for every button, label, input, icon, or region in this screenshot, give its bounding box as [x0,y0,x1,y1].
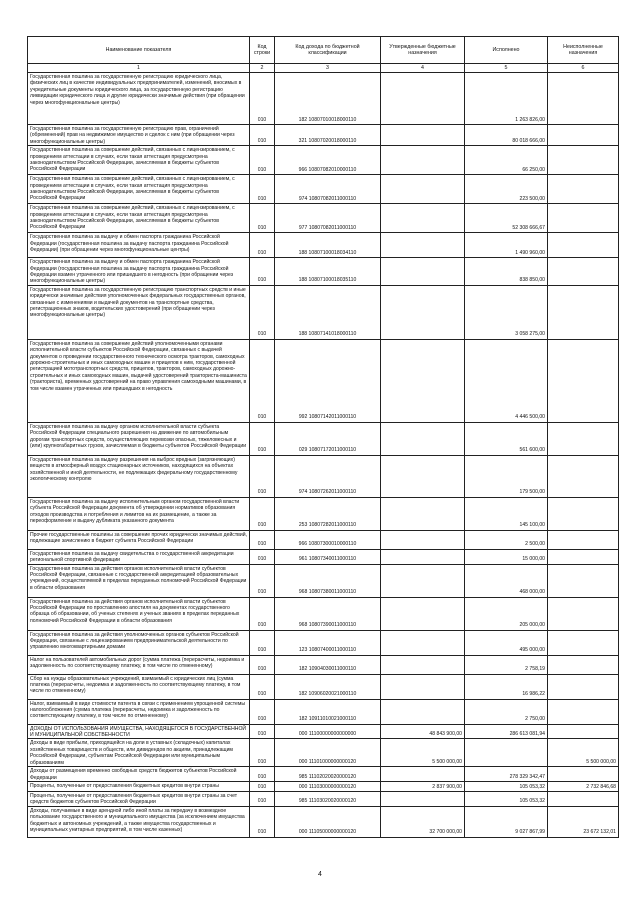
row-approved [381,146,465,175]
table-row [28,724,619,739]
row-executed: 3 058 275,00 [465,285,548,339]
table-row [28,125,619,146]
table-row [28,564,619,597]
table-row [28,674,619,699]
table-row [28,175,619,204]
row-approved [381,285,465,339]
row-executed: 9 027 867,99 [465,806,548,837]
table-row [28,767,619,782]
row-code: 961 10807340011000110 [275,549,381,564]
row-approved [381,530,465,549]
row-approved [381,699,465,724]
revenue-table [27,36,619,838]
row-executed: 2 500,00 [465,530,548,549]
row-line: 010 [250,258,275,286]
row-approved [381,455,465,497]
row-name: Государственная пошлина за совершение действий, связанных с лицензированием, с проведением аттестации в случаях, если такая аттестация предусмотрена законодательством Российской Федерации, зачисляемая в бюджеты субъектов Российской Федерации [28,146,250,175]
column-numbers-row [28,64,619,73]
row-line: 010 [250,564,275,597]
row-executed: 105 053,32 [465,781,548,791]
header-executed: Исполнено [465,37,548,64]
row-unexecuted: 23 672 132,01 [548,806,619,837]
row-unexecuted [548,549,619,564]
row-unexecuted [548,724,619,739]
table-row [28,655,619,674]
row-unexecuted [548,564,619,597]
table-row [28,73,619,125]
table-row [28,258,619,286]
row-unexecuted [548,655,619,674]
row-unexecuted [548,530,619,549]
row-name: Прочие государственные пошлины за совершение прочих юридически значимых действий, подлежащие зачислению в бюджет субъекта Российской Федерации [28,530,250,549]
row-line: 010 [250,791,275,806]
row-approved [381,564,465,597]
column-number: 5 [465,64,548,73]
row-approved [381,674,465,699]
row-name: Государственная пошлина за выдачу и обмен паспорта гражданина Российской Федерации (государственная пошлина за выдачу паспорта гражданина Российской Федерации) (при обращении через многофункциональные центры) [28,233,250,258]
row-name: Государственная пошлина за государственную регистрацию прав, ограничений (обременений) прав на недвижимое имущество и сделок с ним (при обращении через многофункциональные центры) [28,125,250,146]
row-executed: 1 263 826,00 [465,73,548,125]
row-unexecuted [548,699,619,724]
table-row [28,233,619,258]
row-name: Государственная пошлина за совершение действий уполномоченными органами исполнительной власти субъектов Российской Федерации, связанных с выдачей документов о проведении государственного технического осмотра тракторов, самоходных дорожно-строительных и иных самоходных машин и прицепов к ним, государственной регистрацией мототранспортных средств, прицепов, тракторов, самоходных дорожно-строительных и иных самоходных машин, выдачей удостоверений тракториста-машиниста (тракториста), временных удостоверений на право управления самоходными машинами, в том числе взамен утраченных или пришедших в негодность [28,339,250,422]
row-code: 968 10807390011000110 [275,597,381,630]
row-executed: 286 613 081,94 [465,724,548,739]
row-code: 977 10807082011000110 [275,204,381,233]
row-approved [381,549,465,564]
row-approved [381,175,465,204]
table-row [28,699,619,724]
table-row [28,781,619,791]
row-code: 000 11105000000000120 [275,806,381,837]
row-name: Государственная пошлина за государственную регистрацию юридического лица, физических лиц в качестве индивидуальных предпринимателей, изменений, вносимых в учредительные документы юридического лица, за государственную регистрацию ликвидации юридического лица и другие юридически значимые действия (при обращении через многофункциональные центры) [28,73,250,125]
row-executed: 80 018 666,00 [465,125,548,146]
row-approved: 2 837 900,00 [381,781,465,791]
row-line: 010 [250,204,275,233]
row-name: Государственная пошлина за действия органов исполнительной власти субъектов Российской Федерации, связанные с государственной аккредитацией образовательных учреждений, осуществляемой в пределах переданных полномочий Российской Федерации в области образования [28,564,250,597]
row-unexecuted [548,339,619,422]
row-executed: 105 053,32 [465,791,548,806]
row-approved [381,339,465,422]
row-executed: 838 850,00 [465,258,548,286]
table-row [28,497,619,530]
header-name: Наименование показателя [28,37,250,64]
row-unexecuted [548,630,619,655]
row-line: 010 [250,549,275,564]
row-name: Проценты, полученные от предоставления бюджетных кредитов внутри страны за счет средств бюджетов субъектов Российской Федерации [28,791,250,806]
row-approved [381,422,465,455]
row-executed: 2 758,19 [465,655,548,674]
row-approved [381,73,465,125]
row-executed [465,739,548,767]
row-executed: 16 986,22 [465,674,548,699]
row-name: Государственная пошлина за выдачу исполнительным органом государственной власти субъекта Российской Федерации документа об утверждении нормативов образования отходов производства и потребления и лимитов на их размещение, а также за переоформление и выдачу дубликата указанного документа [28,497,250,530]
column-number: 6 [548,64,619,73]
row-line: 010 [250,724,275,739]
row-line: 010 [250,674,275,699]
row-line: 010 [250,73,275,125]
row-line: 010 [250,597,275,630]
row-code: 985 11103020020000120 [275,791,381,806]
table-row [28,739,619,767]
row-unexecuted [548,674,619,699]
row-line: 010 [250,455,275,497]
row-line: 010 [250,781,275,791]
row-code: 974 10807082011000110 [275,175,381,204]
row-unexecuted [548,767,619,782]
column-number: 2 [250,64,275,73]
row-executed: 561 600,00 [465,422,548,455]
row-executed: 1 490 960,00 [465,233,548,258]
row-code: 182 10911010021000110 [275,699,381,724]
row-executed: 278 329 342,47 [465,767,548,782]
header-line: Код строки [250,37,275,64]
row-code: 966 10807300010000110 [275,530,381,549]
page-number: 4 [318,871,322,878]
table-row [28,630,619,655]
row-code: 974 10807262011000110 [275,455,381,497]
table-row [28,339,619,422]
row-name: Государственная пошлина за государственную регистрацию транспортных средств и иные юридически значимые действия уполномоченных федеральных государственных органов, связанные с изменениями и выдачей документов на транспортные средства, регистрационных знаков, водительских удостоверений (при обращении через многофункциональные центры) [28,285,250,339]
row-unexecuted [548,175,619,204]
table-row [28,285,619,339]
table-row [28,422,619,455]
row-unexecuted [548,497,619,530]
row-approved: 5 500 000,00 [381,739,465,767]
row-name: Налог, взимаемый в виде стоимости патента в связи с применением упрощенной системы налогообложения (сумма платежа (перерасчеты, недоимка и задолженность по соответствующему платежу, в том числе по отмененному) [28,699,250,724]
row-code: 966 10807082010000110 [275,146,381,175]
row-line: 010 [250,806,275,837]
row-executed: 15 000,00 [465,549,548,564]
row-code: 321 10807020018000110 [275,125,381,146]
row-code: 992 10807142011000110 [275,339,381,422]
row-line: 010 [250,422,275,455]
row-line: 010 [250,497,275,530]
row-executed: 66 250,00 [465,146,548,175]
row-line: 010 [250,175,275,204]
row-name: ДОХОДЫ ОТ ИСПОЛЬЗОВАНИЯ ИМУЩЕСТВА, НАХОДЯЩЕГОСЯ В ГОСУДАРСТВЕННОЙ И МУНИЦИПАЛЬНОЙ СОБСТВЕННОСТИ [28,724,250,739]
row-code: 188 10807141018000110 [275,285,381,339]
row-line: 010 [250,146,275,175]
row-unexecuted [548,791,619,806]
table-row [28,549,619,564]
row-name: Доходы в виде прибыли, приходящейся на доли в уставных (складочных) капиталах хозяйственных товариществ и обществ, или дивидендов по акциям, принадлежащим Российской Федерации, субъектам Российской Федерации или муниципальным образованиям [28,739,250,767]
row-code: 000 11103000000000120 [275,781,381,791]
row-unexecuted [548,285,619,339]
row-line: 010 [250,630,275,655]
row-code: 182 10906020021000110 [275,674,381,699]
row-approved [381,204,465,233]
row-code: 188 10807100018035110 [275,258,381,286]
row-name: Государственная пошлина за выдачу разрешения на выброс вредных (загрязняющих) веществ в атмосферный воздух стационарных источников, находящихся на объектах хозяйственной и иной деятельности, не подлежащих федеральному государственному экологическому контролю [28,455,250,497]
row-line: 010 [250,339,275,422]
row-code: 188 10807100018034110 [275,233,381,258]
row-line: 010 [250,125,275,146]
row-executed: 52 308 666,67 [465,204,548,233]
table-row [28,146,619,175]
row-unexecuted [548,422,619,455]
row-approved [381,497,465,530]
table-header [28,37,619,73]
row-name: Государственная пошлина за выдачу органом исполнительной власти субъекта Российской Федерации специального разрешения на движение по автомобильным дорогам транспортных средств, осуществляющих перевозки опасных, тяжеловесных и (или) крупногабаритных грузов, зачисляемая в бюджеты субъектов Российской Федерации [28,422,250,455]
row-unexecuted [548,258,619,286]
row-unexecuted: 5 500 000,00 [548,739,619,767]
row-name: Государственная пошлина за действия органов исполнительной власти субъектов Российской Федерации по проставлению апостиля на документах государственного образца об образовании, об ученых степенях и ученых званиях в пределах переданных полномочий Российской Федерации в области образования [28,597,250,630]
row-name: Сбор на нужды образовательных учреждений, взимаемый с юридических лиц (сумма платежа (перерасчеты, недоимка и задолженность по соответствующему платежу, в том числе по отмененному) [28,674,250,699]
header-unexecuted: Неисполненные назначения [548,37,619,64]
row-approved [381,233,465,258]
row-name: Государственная пошлина за совершение действий, связанных с лицензированием, с проведением аттестации в случаях, если такая аттестация предусмотрена законодательством Российской Федерации, зачисляемая в бюджеты субъектов Российской Федерации [28,204,250,233]
table-row [28,806,619,837]
row-name: Государственная пошлина за выдачу и обмен паспорта гражданина Российской Федерации (государственная пошлина за выдачу паспорта гражданина Российской Федерации взамен утраченного или пришедшего в негодность (при обращении через многофункциональные центры) [28,258,250,286]
row-executed: 205 000,00 [465,597,548,630]
row-approved: 32 700 000,00 [381,806,465,837]
row-code: 123 10807400011000110 [275,630,381,655]
row-approved [381,655,465,674]
report-sheet [27,36,618,838]
row-unexecuted [548,73,619,125]
row-line: 010 [250,655,275,674]
row-approved [381,125,465,146]
row-name: Государственная пошлина за действия уполномоченных органов субъектов Российской Федерации, связанные с лицензированием предпринимательской деятельности по управлению многоквартирными домами [28,630,250,655]
row-code: 985 11102020020000120 [275,767,381,782]
row-code: 253 10807282011000110 [275,497,381,530]
row-unexecuted [548,455,619,497]
row-unexecuted [548,597,619,630]
row-approved [381,597,465,630]
table-row [28,791,619,806]
row-line: 010 [250,233,275,258]
row-unexecuted [548,204,619,233]
row-line: 010 [250,530,275,549]
column-number: 3 [275,64,381,73]
row-code: 182 10904030011000110 [275,655,381,674]
row-name: Налог на пользователей автомобильных дорог (сумма платежа (перерасчеты, недоимка и задолженность по соответствующему платежу, в том числе по отмененному) [28,655,250,674]
header-approved: Утвержденные бюджетные назначения [381,37,465,64]
row-unexecuted [548,233,619,258]
row-line: 010 [250,285,275,339]
row-name: Проценты, полученные от предоставления бюджетных кредитов внутри страны [28,781,250,791]
row-line: 010 [250,767,275,782]
row-code: 000 11101000000000120 [275,739,381,767]
table-body [28,73,619,838]
table-row [28,530,619,549]
row-executed: 4 446 500,00 [465,339,548,422]
row-approved [381,630,465,655]
row-approved: 48 843 900,00 [381,724,465,739]
row-name: Доходы, получаемые в виде арендной либо иной платы за передачу в возмездное пользование государственного и муниципального имущества (за исключением имущества бюджетных и автономных учреждений, а также имущества государственных и муниципальных унитарных предприятий, в том числе казенных) [28,806,250,837]
row-code: 029 10807172011000110 [275,422,381,455]
row-unexecuted [548,125,619,146]
column-number: 4 [381,64,465,73]
row-approved [381,791,465,806]
table-row [28,597,619,630]
row-unexecuted [548,146,619,175]
row-name: Государственная пошлина за выдачу свидетельства о государственной аккредитации региональной спортивной федерации [28,549,250,564]
table-row [28,455,619,497]
row-code: 182 10807010018000110 [275,73,381,125]
row-approved [381,258,465,286]
row-code: 000 11100000000000000 [275,724,381,739]
row-approved [381,767,465,782]
row-unexecuted: 2 732 846,68 [548,781,619,791]
column-number: 1 [28,64,250,73]
row-line: 010 [250,739,275,767]
row-name: Государственная пошлина за совершение действий, связанных с лицензированием, с проведением аттестации в случаях, если такая аттестация предусмотрена законодательством Российской Федерации, зачисляемая в бюджеты субъектов Российской Федерации [28,175,250,204]
row-code: 968 10807380011000110 [275,564,381,597]
header-code: Код дохода по бюджетной классификации [275,37,381,64]
table-row [28,204,619,233]
row-executed: 145 100,00 [465,497,548,530]
row-executed: 223 500,00 [465,175,548,204]
row-executed: 495 000,00 [465,630,548,655]
row-name: Доходы от размещения временно свободных средств бюджетов субъектов Российской Федерации [28,767,250,782]
row-executed: 2 750,00 [465,699,548,724]
row-executed: 179 500,00 [465,455,548,497]
row-executed: 468 000,00 [465,564,548,597]
row-line: 010 [250,699,275,724]
